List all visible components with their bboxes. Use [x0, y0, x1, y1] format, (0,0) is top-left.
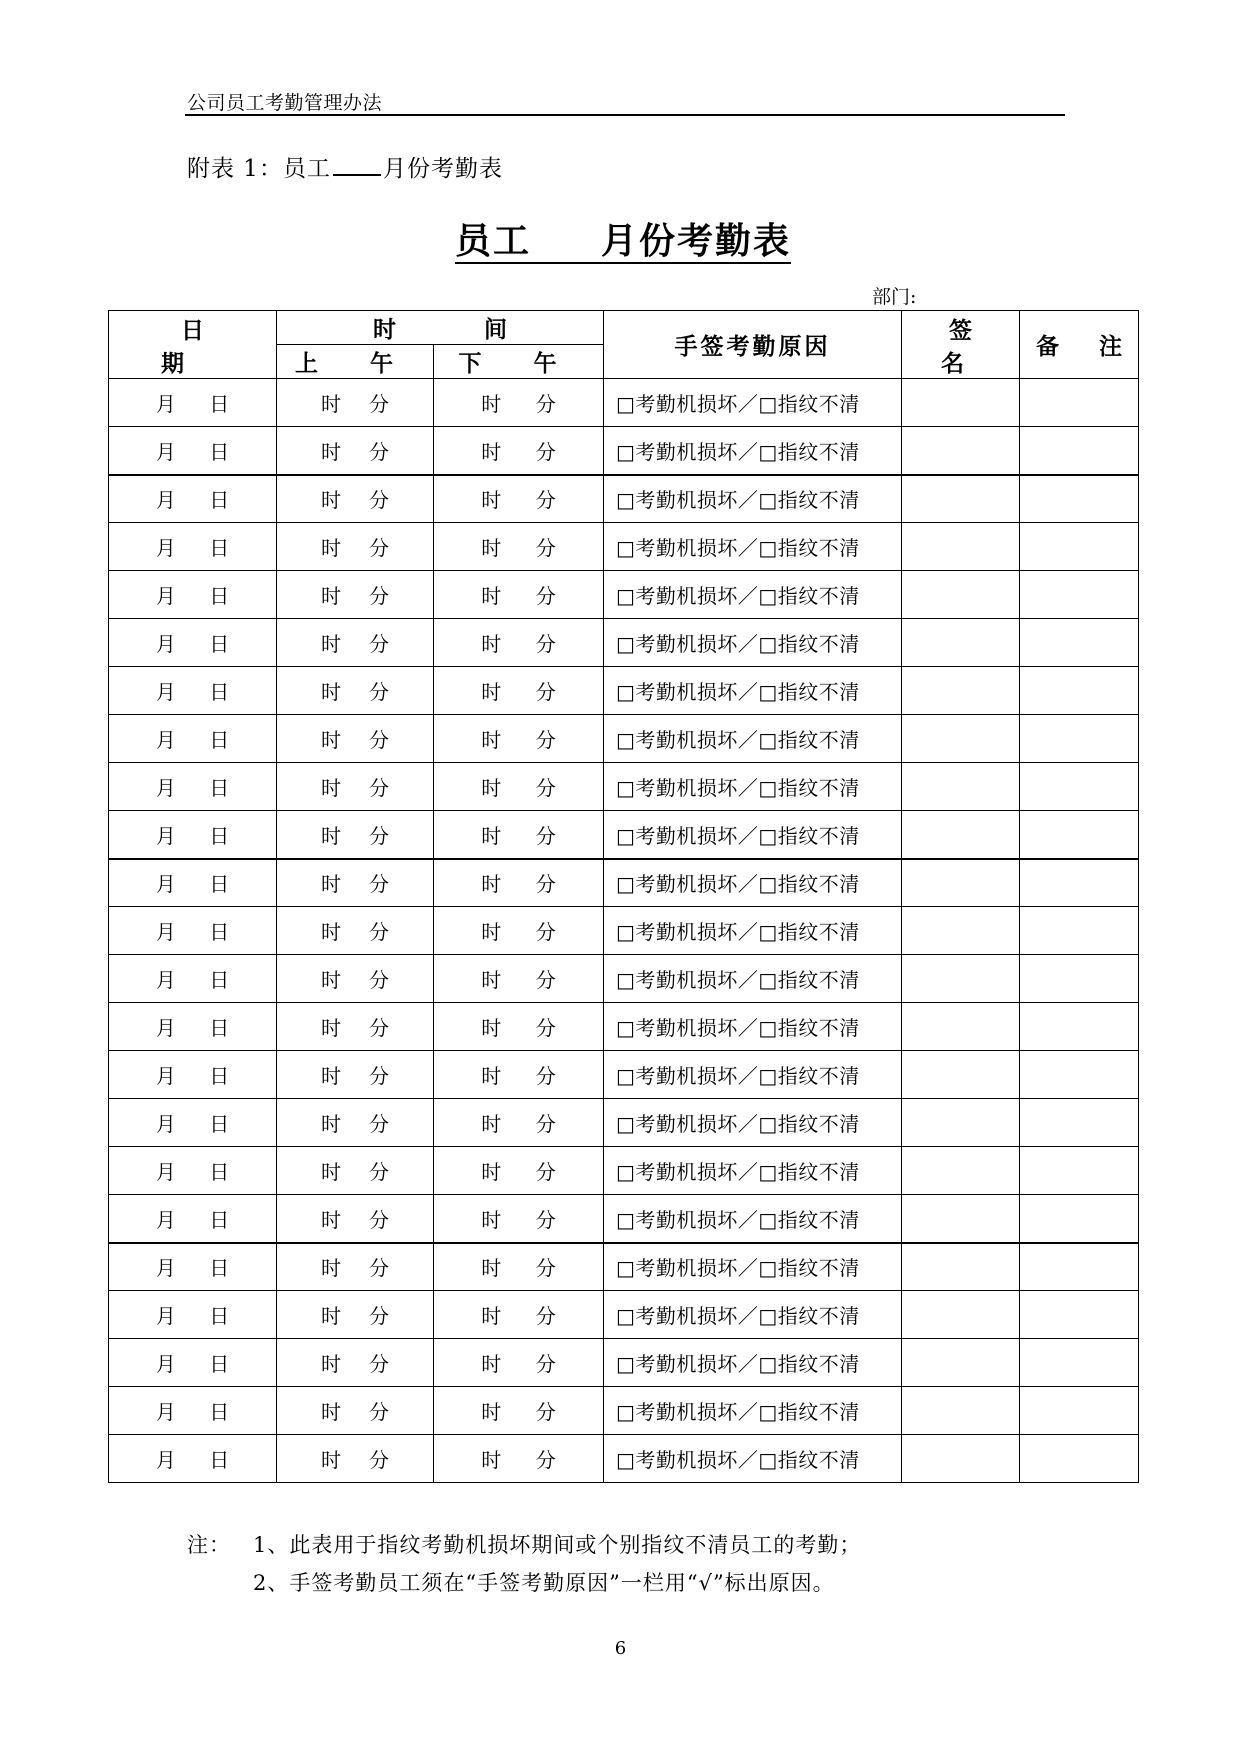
reason-cell[interactable]: □考勤机损坏／□指纹不清	[604, 1339, 902, 1387]
reason-cell[interactable]: □考勤机损坏／□指纹不清	[604, 571, 902, 619]
reason-cell[interactable]: □考勤机损坏／□指纹不清	[604, 811, 902, 859]
date-cell[interactable]: 月 日	[109, 1243, 277, 1291]
pm-time-cell[interactable]: 时 分	[434, 427, 604, 475]
am-time-cell[interactable]: 时 分	[277, 667, 434, 715]
table-row	[109, 1051, 1139, 1099]
sign-cell[interactable]	[902, 667, 1020, 715]
sign-cell[interactable]	[902, 907, 1020, 955]
pm-time-cell[interactable]: 时 分	[434, 1243, 604, 1291]
pm-time-cell[interactable]: 时 分	[434, 811, 604, 859]
table-row	[109, 379, 1139, 427]
sign-cell[interactable]	[902, 1003, 1020, 1051]
pm-time-cell[interactable]: 时 分	[434, 379, 604, 427]
am-time-cell[interactable]: 时 分	[277, 1243, 434, 1291]
pm-time-cell[interactable]: 时 分	[434, 1003, 604, 1051]
date-cell[interactable]: 月 日	[109, 1291, 277, 1339]
pm-time-cell[interactable]: 时 分	[434, 1339, 604, 1387]
table-row	[109, 955, 1139, 1003]
reason-cell[interactable]: □考勤机损坏／□指纹不清	[604, 763, 902, 811]
remark-cell[interactable]	[1020, 1147, 1139, 1195]
table-row	[109, 1435, 1139, 1483]
sign-cell[interactable]	[902, 859, 1020, 907]
reason-cell[interactable]: □考勤机损坏／□指纹不清	[604, 619, 902, 667]
table-row	[109, 1291, 1139, 1339]
table-row	[109, 571, 1139, 619]
remark-cell[interactable]	[1020, 1099, 1139, 1147]
date-cell[interactable]: 月 日	[109, 523, 277, 571]
remark-cell[interactable]	[1020, 1003, 1139, 1051]
table-row	[109, 1147, 1139, 1195]
remark-cell[interactable]	[1020, 955, 1139, 1003]
remark-cell[interactable]	[1020, 1339, 1139, 1387]
pm-time-cell[interactable]: 时 分	[434, 955, 604, 1003]
am-time-cell[interactable]: 时 分	[277, 1099, 434, 1147]
sign-cell[interactable]	[902, 715, 1020, 763]
header-sign: 签 名	[902, 311, 1020, 379]
header-date: 日 期	[109, 311, 277, 379]
pm-time-cell[interactable]: 时 分	[434, 475, 604, 523]
date-cell[interactable]: 月 日	[109, 1147, 277, 1195]
date-cell[interactable]: 月 日	[109, 811, 277, 859]
table-row	[109, 1387, 1139, 1435]
date-cell[interactable]: 月 日	[109, 1051, 277, 1099]
pm-time-cell[interactable]: 时 分	[434, 667, 604, 715]
appendix-blank	[333, 173, 381, 176]
date-cell[interactable]: 月 日	[109, 1435, 277, 1483]
sign-cell[interactable]	[902, 1051, 1020, 1099]
remark-cell[interactable]	[1020, 763, 1139, 811]
form-title-left: 员工	[455, 220, 532, 262]
table-row	[109, 667, 1139, 715]
date-cell[interactable]: 月 日	[109, 1387, 277, 1435]
am-time-cell[interactable]: 时 分	[277, 811, 434, 859]
pm-time-cell[interactable]: 时 分	[434, 1435, 604, 1483]
remark-cell[interactable]	[1020, 1387, 1139, 1435]
am-time-cell[interactable]: 时 分	[277, 379, 434, 427]
reason-cell[interactable]: □考勤机损坏／□指纹不清	[604, 1003, 902, 1051]
reason-cell[interactable]: □考勤机损坏／□指纹不清	[604, 1099, 902, 1147]
reason-cell[interactable]: □考勤机损坏／□指纹不清	[604, 1387, 902, 1435]
reason-cell[interactable]: □考勤机损坏／□指纹不清	[604, 955, 902, 1003]
reason-cell[interactable]: □考勤机损坏／□指纹不清	[604, 907, 902, 955]
table-row	[109, 523, 1139, 571]
note-item-1: 1、此表用于指纹考勤机损坏期间或个别指纹不清员工的考勤；	[253, 1533, 862, 1557]
date-cell[interactable]: 月 日	[109, 1099, 277, 1147]
page-number: 6	[614, 1638, 627, 1659]
date-cell[interactable]: 月 日	[109, 619, 277, 667]
reason-cell[interactable]: □考勤机损坏／□指纹不清	[604, 1147, 902, 1195]
reason-cell[interactable]: □考勤机损坏／□指纹不清	[604, 427, 902, 475]
header-am: 上 午	[277, 345, 434, 379]
remark-cell[interactable]	[1020, 1195, 1139, 1243]
pm-time-cell[interactable]: 时 分	[434, 571, 604, 619]
reason-cell[interactable]: □考勤机损坏／□指纹不清	[604, 667, 902, 715]
pm-time-cell[interactable]: 时 分	[434, 1291, 604, 1339]
table-row	[109, 763, 1139, 811]
header-remark: 备 注	[1020, 311, 1139, 379]
table-row	[109, 715, 1139, 763]
pm-time-cell[interactable]: 时 分	[434, 763, 604, 811]
note-item-2: 2、手签考勤员工须在“手签考勤原因”一栏用“√”标出原因。	[253, 1571, 835, 1595]
am-time-cell[interactable]: 时 分	[277, 619, 434, 667]
sign-cell[interactable]	[902, 1195, 1020, 1243]
sign-cell[interactable]	[902, 763, 1020, 811]
am-time-cell[interactable]: 时 分	[277, 523, 434, 571]
sign-cell[interactable]	[902, 523, 1020, 571]
remark-cell[interactable]	[1020, 907, 1139, 955]
am-time-cell[interactable]: 时 分	[277, 1291, 434, 1339]
table-row	[109, 1243, 1139, 1291]
reason-cell[interactable]: □考勤机损坏／□指纹不清	[604, 1051, 902, 1099]
table-row	[109, 907, 1139, 955]
am-time-cell[interactable]: 时 分	[277, 1195, 434, 1243]
table-row	[109, 811, 1139, 859]
date-cell[interactable]: 月 日	[109, 1195, 277, 1243]
reason-cell[interactable]: □考勤机损坏／□指纹不清	[604, 1243, 902, 1291]
reason-cell[interactable]: □考勤机损坏／□指纹不清	[604, 1195, 902, 1243]
sign-cell[interactable]	[902, 475, 1020, 523]
sign-cell[interactable]	[902, 427, 1020, 475]
appendix-caption	[187, 150, 503, 183]
table-row	[109, 1195, 1139, 1243]
remark-cell[interactable]	[1020, 571, 1139, 619]
header-time: 时 间	[277, 311, 604, 345]
remark-cell[interactable]	[1020, 1291, 1139, 1339]
attendance-rows	[109, 379, 1139, 1483]
sign-cell[interactable]	[902, 1147, 1020, 1195]
am-time-cell[interactable]: 时 分	[277, 427, 434, 475]
appendix-suffix: 月份考勤表	[382, 156, 503, 182]
table-row	[109, 475, 1139, 523]
reason-cell[interactable]: □考勤机损坏／□指纹不清	[604, 523, 902, 571]
am-time-cell[interactable]: 时 分	[277, 475, 434, 523]
sign-cell[interactable]	[902, 1243, 1020, 1291]
date-cell[interactable]: 月 日	[109, 667, 277, 715]
table-row	[109, 1003, 1139, 1051]
date-cell[interactable]: 月 日	[109, 571, 277, 619]
form-title	[455, 220, 791, 264]
date-cell[interactable]: 月 日	[109, 1339, 277, 1387]
date-cell[interactable]: 月 日	[109, 763, 277, 811]
pm-time-cell[interactable]: 时 分	[434, 1099, 604, 1147]
reason-cell[interactable]: □考勤机损坏／□指纹不清	[604, 475, 902, 523]
date-cell[interactable]: 月 日	[109, 427, 277, 475]
pm-time-cell[interactable]: 时 分	[434, 715, 604, 763]
am-time-cell[interactable]: 时 分	[277, 1387, 434, 1435]
remark-cell[interactable]	[1020, 523, 1139, 571]
remark-cell[interactable]	[1020, 475, 1139, 523]
am-time-cell[interactable]: 时 分	[277, 1435, 434, 1483]
reason-cell[interactable]: □考勤机损坏／□指纹不清	[604, 1435, 902, 1483]
am-time-cell[interactable]: 时 分	[277, 1003, 434, 1051]
remark-cell[interactable]	[1020, 1243, 1139, 1291]
table-row	[109, 619, 1139, 667]
pm-time-cell[interactable]: 时 分	[434, 1051, 604, 1099]
pm-time-cell[interactable]: 时 分	[434, 859, 604, 907]
remark-cell[interactable]	[1020, 427, 1139, 475]
am-time-cell[interactable]: 时 分	[277, 763, 434, 811]
remark-cell[interactable]	[1020, 619, 1139, 667]
header-reason: 手签考勤原因	[604, 311, 902, 379]
table-row	[109, 859, 1139, 907]
header-title: 公司员工考勤管理办法	[187, 92, 383, 114]
remark-cell[interactable]	[1020, 1051, 1139, 1099]
date-cell[interactable]: 月 日	[109, 955, 277, 1003]
date-cell[interactable]: 月 日	[109, 1003, 277, 1051]
sign-cell[interactable]	[902, 1339, 1020, 1387]
remark-cell[interactable]	[1020, 1435, 1139, 1483]
sign-cell[interactable]	[902, 1435, 1020, 1483]
date-cell[interactable]: 月 日	[109, 475, 277, 523]
reason-cell[interactable]: □考勤机损坏／□指纹不清	[604, 379, 902, 427]
am-time-cell[interactable]: 时 分	[277, 955, 434, 1003]
sign-cell[interactable]	[902, 619, 1020, 667]
dept-label: 部门:	[872, 286, 917, 308]
table-row	[109, 1339, 1139, 1387]
sign-cell[interactable]	[902, 1387, 1020, 1435]
pm-time-cell[interactable]: 时 分	[434, 523, 604, 571]
sign-cell[interactable]	[902, 955, 1020, 1003]
remark-cell[interactable]	[1020, 667, 1139, 715]
sign-cell[interactable]	[902, 811, 1020, 859]
remark-cell[interactable]	[1020, 715, 1139, 763]
date-cell[interactable]: 月 日	[109, 379, 277, 427]
pm-time-cell[interactable]: 时 分	[434, 907, 604, 955]
notes	[187, 1526, 861, 1602]
date-cell[interactable]: 月 日	[109, 715, 277, 763]
reason-cell[interactable]: □考勤机损坏／□指纹不清	[604, 715, 902, 763]
am-time-cell[interactable]: 时 分	[277, 1339, 434, 1387]
am-time-cell[interactable]: 时 分	[277, 571, 434, 619]
table-row	[109, 427, 1139, 475]
am-time-cell[interactable]: 时 分	[277, 715, 434, 763]
pm-time-cell[interactable]: 时 分	[434, 1195, 604, 1243]
remark-cell[interactable]	[1020, 379, 1139, 427]
pm-time-cell[interactable]: 时 分	[434, 1147, 604, 1195]
sign-cell[interactable]	[902, 379, 1020, 427]
appendix-prefix: 附表 1：员工	[187, 156, 331, 182]
reason-cell[interactable]: □考勤机损坏／□指纹不清	[604, 1291, 902, 1339]
form-title-right: 月份考勤表	[601, 220, 792, 262]
am-time-cell[interactable]: 时 分	[277, 859, 434, 907]
am-time-cell[interactable]: 时 分	[277, 907, 434, 955]
header-rule	[185, 114, 1065, 116]
sign-cell[interactable]	[902, 1099, 1020, 1147]
date-cell[interactable]: 月 日	[109, 859, 277, 907]
am-time-cell[interactable]: 时 分	[277, 1051, 434, 1099]
pm-time-cell[interactable]: 时 分	[434, 619, 604, 667]
reason-cell[interactable]: □考勤机损坏／□指纹不清	[604, 859, 902, 907]
sign-cell[interactable]	[902, 1291, 1020, 1339]
date-cell[interactable]: 月 日	[109, 907, 277, 955]
notes-label: 注：	[187, 1533, 231, 1557]
table-row	[109, 1099, 1139, 1147]
remark-cell[interactable]	[1020, 859, 1139, 907]
attendance-table	[108, 310, 1139, 1483]
remark-cell[interactable]	[1020, 811, 1139, 859]
header-pm: 下 午	[434, 345, 604, 379]
sign-cell[interactable]	[902, 571, 1020, 619]
am-time-cell[interactable]: 时 分	[277, 1147, 434, 1195]
pm-time-cell[interactable]: 时 分	[434, 1387, 604, 1435]
